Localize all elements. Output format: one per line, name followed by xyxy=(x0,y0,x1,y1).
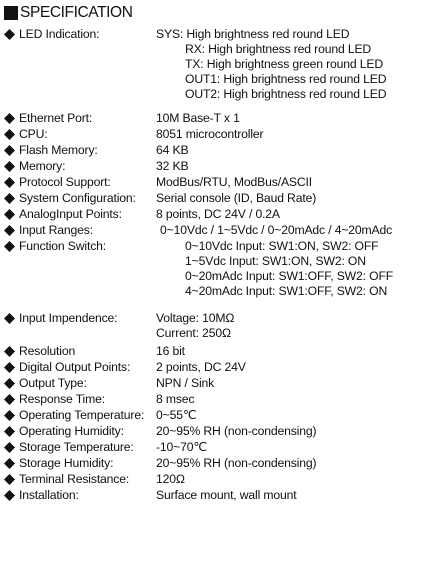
spec-label: Operating Temperature: xyxy=(19,408,145,422)
spec-row xyxy=(0,159,434,174)
spec-value: 16 bit xyxy=(156,344,185,358)
spec-row xyxy=(0,311,434,341)
diamond-bullet-icon xyxy=(4,490,15,501)
diamond-bullet-icon xyxy=(4,161,15,172)
diamond-bullet-icon xyxy=(4,426,15,437)
diamond-bullet-icon xyxy=(4,225,15,236)
spec-value: RX: High brightness red round LED xyxy=(185,42,372,56)
spec-row xyxy=(0,424,434,439)
spec-value: 20~95% RH (non-condensing) xyxy=(156,424,317,438)
diamond-bullet-icon xyxy=(4,29,15,40)
spec-label: Storage Temperature: xyxy=(19,440,134,454)
spec-value: ModBus/RTU, ModBus/ASCII xyxy=(156,175,313,189)
spec-value: 64 KB xyxy=(156,143,189,157)
spec-value: 1~5Vdc Input: SW1:ON, SW2: ON xyxy=(185,254,366,268)
spec-label: Ethernet Port: xyxy=(19,111,93,125)
spec-value: Current: 250Ω xyxy=(156,326,231,340)
spec-label: Resolution xyxy=(19,344,76,358)
spec-value: OUT1: High brightness red round LED xyxy=(185,72,387,86)
diamond-bullet-icon xyxy=(4,145,15,156)
spec-label: Protocol Support: xyxy=(19,175,111,189)
spec-value: 20~95% RH (non-condensing) xyxy=(156,456,317,470)
spec-value: 0~10Vdc Input: SW1:ON, SW2: OFF xyxy=(185,239,379,253)
spec-value: 120Ω xyxy=(156,472,185,486)
spec-label: Memory: xyxy=(19,159,66,173)
spec-row xyxy=(0,440,434,455)
spec-value: SYS: High brightness red round LED xyxy=(156,27,350,41)
spec-row xyxy=(0,207,434,222)
spec-label: CPU: xyxy=(19,127,48,141)
diamond-bullet-icon xyxy=(4,113,15,124)
spec-value: NPN / Sink xyxy=(156,376,215,390)
diamond-bullet-icon xyxy=(4,177,15,188)
spec-label: System Configuration: xyxy=(19,191,136,205)
spec-label: Response Time: xyxy=(19,392,105,406)
spec-row xyxy=(0,111,434,126)
spec-label: Installation: xyxy=(19,488,79,502)
diamond-bullet-icon xyxy=(4,394,15,405)
spec-value: Surface mount, wall mount xyxy=(156,488,297,502)
spec-label: Input Impendence: xyxy=(19,311,118,325)
spec-label: Terminal Resistance: xyxy=(19,472,130,486)
spec-value: Serial console (ID, Baud Rate) xyxy=(156,191,317,205)
spec-label: AnalogInput Points: xyxy=(19,207,122,221)
spec-row xyxy=(0,143,434,158)
page-title: SPECIFICATION xyxy=(20,4,133,21)
spec-label: Operating Humidity: xyxy=(19,424,124,438)
diamond-bullet-icon xyxy=(4,474,15,485)
diamond-bullet-icon xyxy=(4,442,15,453)
spec-label: Input Ranges: xyxy=(19,223,93,237)
spec-label: LED Indication: xyxy=(19,27,100,41)
diamond-bullet-icon xyxy=(4,241,15,252)
spec-value: 8 msec xyxy=(156,392,195,406)
spec-label: Flash Memory: xyxy=(19,143,98,157)
diamond-bullet-icon xyxy=(4,410,15,421)
spec-value: 2 points, DC 24V xyxy=(156,360,246,374)
diamond-bullet-icon xyxy=(4,193,15,204)
spec-label: Storage Humidity: xyxy=(19,456,114,470)
spec-value: -10~70℃ xyxy=(156,440,207,454)
diamond-bullet-icon xyxy=(4,346,15,357)
spec-row xyxy=(0,223,434,238)
spec-row xyxy=(0,408,434,423)
spec-row xyxy=(0,392,434,407)
spec-row xyxy=(0,376,434,391)
diamond-bullet-icon xyxy=(4,458,15,469)
spec-value: TX: High brightness green round LED xyxy=(185,57,383,71)
spec-row xyxy=(0,239,434,299)
diamond-bullet-icon xyxy=(4,378,15,389)
spec-value: OUT2: High brightness red round LED xyxy=(185,87,387,101)
spec-value: Voltage: 10MΩ xyxy=(156,311,235,325)
spec-value: 0~20mAdc Input: SW1:OFF, SW2: OFF xyxy=(185,269,394,283)
spec-row xyxy=(0,456,434,471)
spec-row xyxy=(0,360,434,375)
spec-row xyxy=(0,344,434,359)
spec-label: Digital Output Points: xyxy=(19,360,131,374)
spec-label: Function Switch: xyxy=(19,239,107,253)
spec-row xyxy=(0,488,434,503)
spec-row xyxy=(0,127,434,142)
spec-row xyxy=(0,175,434,190)
diamond-bullet-icon xyxy=(4,209,15,220)
diamond-bullet-icon xyxy=(4,129,15,140)
diamond-bullet-icon xyxy=(4,313,15,324)
spec-row xyxy=(0,472,434,487)
spec-value: 32 KB xyxy=(156,159,189,173)
spec-row xyxy=(0,27,434,102)
spec-value: 4~20mAdc Input: SW1:OFF, SW2: ON xyxy=(185,284,388,298)
spec-label: Output Type: xyxy=(19,376,87,390)
spec-value: 10M Base-T x 1 xyxy=(156,111,240,125)
spec-value: 8 points, DC 24V / 0.2A xyxy=(156,207,280,221)
spec-value: 8051 microcontroller xyxy=(156,127,264,141)
spec-value: 0~55℃ xyxy=(156,408,197,422)
diamond-bullet-icon xyxy=(4,362,15,373)
spec-row xyxy=(0,191,434,206)
spec-value: 0~10Vdc / 1~5Vdc / 0~20mAdc / 4~20mAdc xyxy=(160,223,393,237)
